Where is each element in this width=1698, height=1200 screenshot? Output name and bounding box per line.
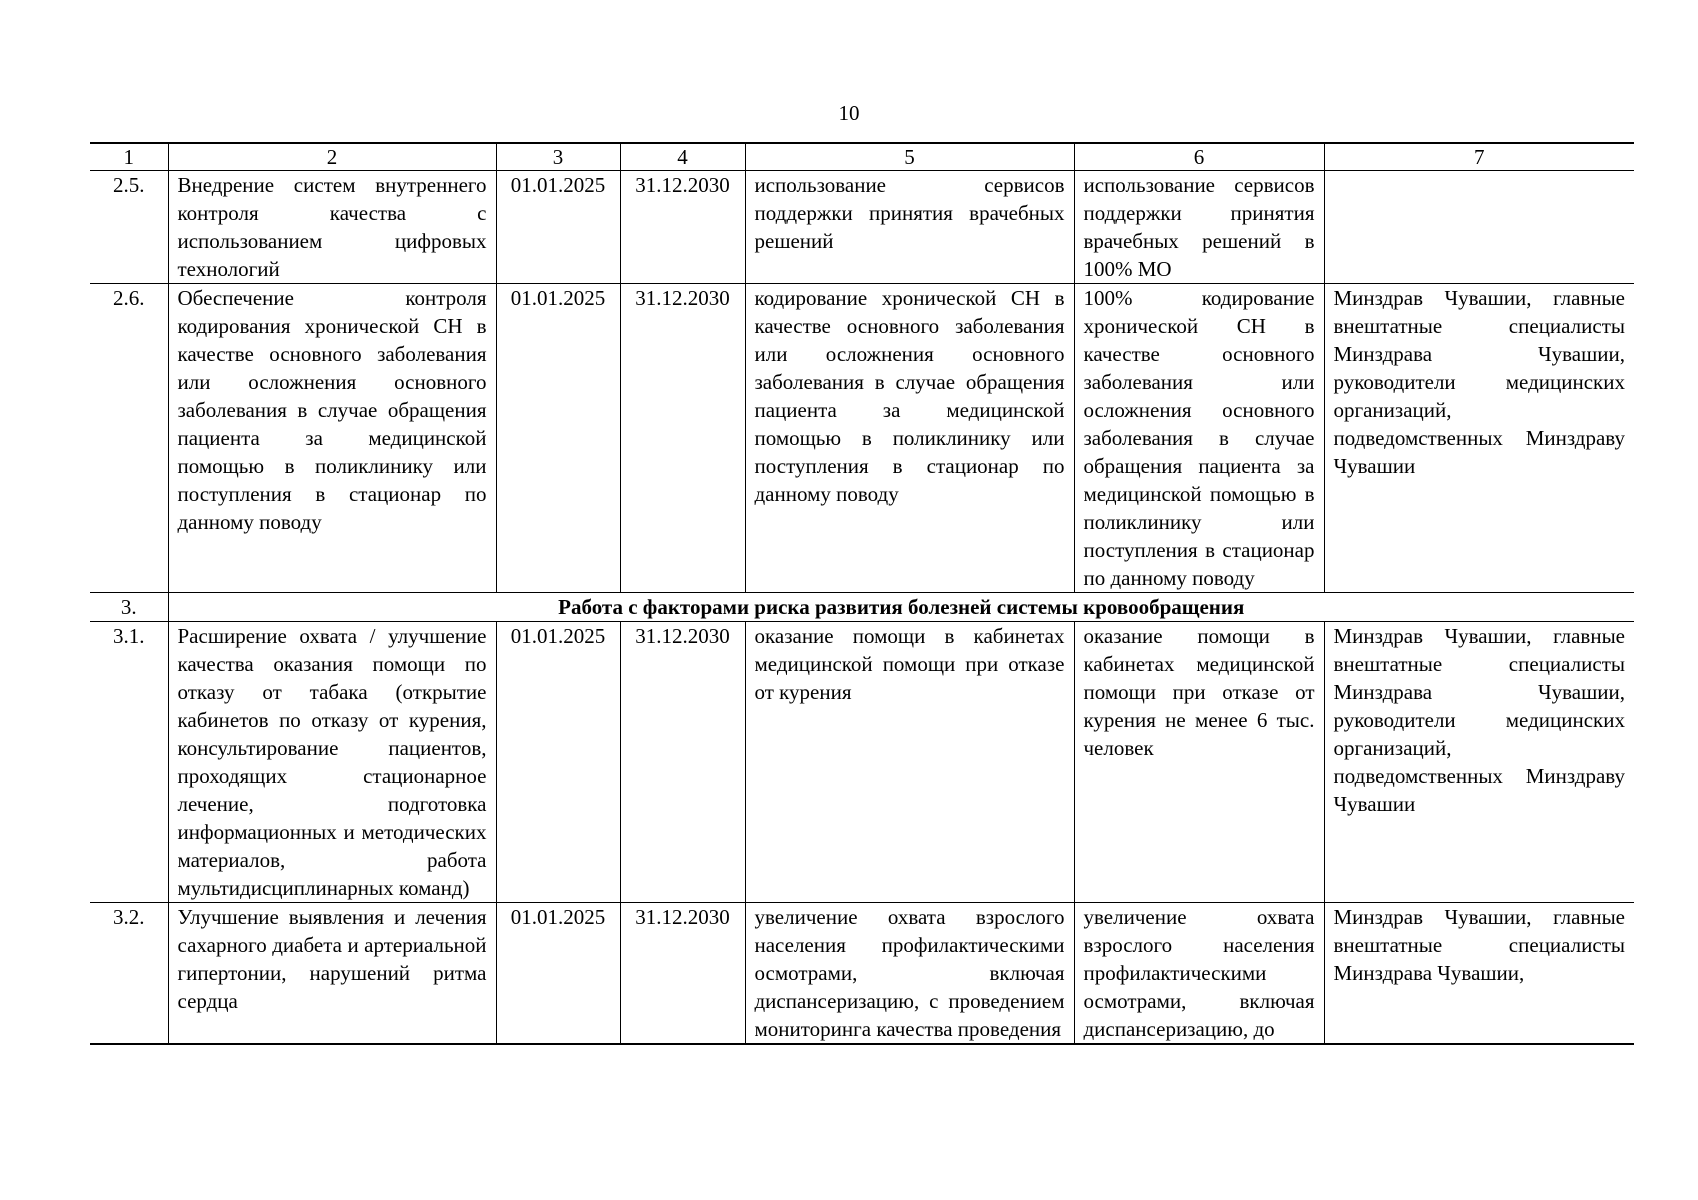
indicator: использование сервисов поддержки принятия врачебных решений в 100% МО xyxy=(1074,171,1324,284)
start-date: 01.01.2025 xyxy=(496,622,620,903)
row-number: 2.6. xyxy=(90,284,168,593)
expected-result: оказание помощи в кабинетах медицинской помощи при отказе от курения xyxy=(745,622,1074,903)
table-row xyxy=(90,903,1634,1045)
indicator: увеличение охвата взрослого населения профилактическими осмотрами, включая диспансеризацию, до xyxy=(1074,903,1324,1045)
end-date: 31.12.2030 xyxy=(620,903,745,1045)
activity-name: Обеспечение контроля кодирования хронической СН в качестве основного заболевания или осложнения основного заболевания в случае обращения пациента за медицинской помощью в поликлинику или поступления в стационар по данному поводу xyxy=(168,284,496,593)
expected-result: использование сервисов поддержки принятия врачебных решений xyxy=(745,171,1074,284)
activity-name: Внедрение систем внутреннего контроля качества с использованием цифровых технологий xyxy=(168,171,496,284)
indicator: 100% кодирование хронической СН в качестве основного заболевания или осложнения основного заболевания в случае обращения пациента за медицинской помощью в поликлинику или поступления в стационар по данному поводу xyxy=(1074,284,1324,593)
column-number: 4 xyxy=(620,143,745,171)
page-number: 10 xyxy=(838,101,860,125)
table-row xyxy=(90,622,1634,903)
responsible: Минздрав Чувашии, главные внештатные специалисты Минздрава Чувашии, xyxy=(1324,903,1634,1045)
section-title: Работа с факторами риска развития болезней системы кровообращения xyxy=(168,593,1634,622)
expected-result: кодирование хронической СН в качестве основного заболевания или осложнения основного заболевания в случае обращения пациента за медицинской помощью в поликлинику или поступления в стационар по данному поводу xyxy=(745,284,1074,593)
responsible xyxy=(1324,171,1634,284)
end-date: 31.12.2030 xyxy=(620,284,745,593)
expected-result: увеличение охвата взрослого населения профилактическими осмотрами, включая диспансеризацию, с проведением мониторинга качества проведения xyxy=(745,903,1074,1045)
row-number: 3.2. xyxy=(90,903,168,1045)
column-number: 7 xyxy=(1324,143,1634,171)
end-date: 31.12.2030 xyxy=(620,622,745,903)
end-date: 31.12.2030 xyxy=(620,171,745,284)
section-row xyxy=(90,593,1634,622)
column-number: 6 xyxy=(1074,143,1324,171)
column-number-row xyxy=(90,143,1634,171)
start-date: 01.01.2025 xyxy=(496,284,620,593)
indicator: оказание помощи в кабинетах медицинской помощи при отказе от курения не менее 6 тыс. человек xyxy=(1074,622,1324,903)
row-number: 3.1. xyxy=(90,622,168,903)
table-row xyxy=(90,171,1634,284)
row-number: 2.5. xyxy=(90,171,168,284)
section-number: 3. xyxy=(90,593,168,622)
column-number: 1 xyxy=(90,143,168,171)
start-date: 01.01.2025 xyxy=(496,903,620,1045)
activity-name: Расширение охвата / улучшение качества оказания помощи по отказу от табака (открытие кабинетов по отказу от курения, консультирование пациентов, проходящих стационарное лечение, подготовка информационных и методических материалов, работа мультидисциплинарных команд) xyxy=(168,622,496,903)
responsible: Минздрав Чувашии, главные внештатные специалисты Минздрава Чувашии, руководители медицинских организаций, подведомственных Минздраву Чувашии xyxy=(1324,284,1634,593)
plan-table xyxy=(90,142,1634,1045)
column-number: 3 xyxy=(496,143,620,171)
responsible: Минздрав Чувашии, главные внештатные специалисты Минздрава Чувашии, руководители медицинских организаций, подведомственных Минздраву Чувашии xyxy=(1324,622,1634,903)
column-number: 2 xyxy=(168,143,496,171)
table-row xyxy=(90,284,1634,593)
activity-name: Улучшение выявления и лечения сахарного диабета и артериальной гипертонии, нарушений ритма сердца xyxy=(168,903,496,1045)
start-date: 01.01.2025 xyxy=(496,171,620,284)
column-number: 5 xyxy=(745,143,1074,171)
